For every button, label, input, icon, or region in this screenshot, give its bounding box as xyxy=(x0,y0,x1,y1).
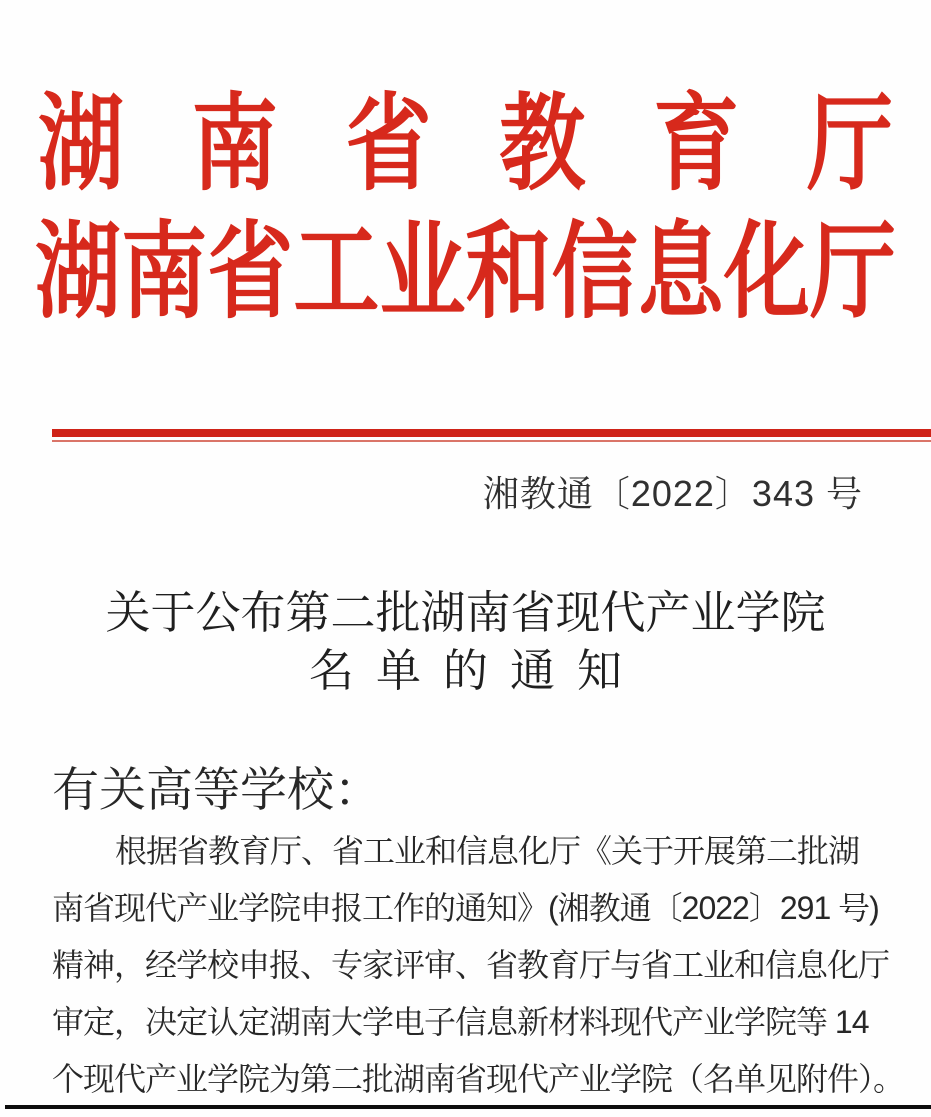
body-text-line: 根据省教育厅、省工业和信息化厅《关于开展第二批湖 xyxy=(115,833,860,869)
letterhead-char: 湖 xyxy=(38,85,124,204)
body-text-line: 精神，经学校申报、专家评审、省教育厅与省工业和信息化厅 xyxy=(52,947,890,983)
document-title-line-1: 关于公布第二批湖南省现代产业学院 xyxy=(105,587,826,638)
letterhead-char: 厅 xyxy=(806,85,893,204)
body-text-line: 审定，决定认定湖南大学电子信息新材料现代产业学院等 14 xyxy=(52,1004,869,1040)
letterhead-char: 息 xyxy=(637,213,724,332)
letterhead-char: 南 xyxy=(121,213,208,332)
body-text-line: 南省现代产业学院申报工作的通知》(湘教通〔2022〕291 号) xyxy=(52,890,879,926)
letterhead-char: 湖 xyxy=(35,213,121,332)
letterhead-char: 业 xyxy=(379,213,466,332)
salutation-line: 有关高等学校： xyxy=(52,763,381,816)
letterhead-char: 省 xyxy=(345,85,432,204)
document-title-line-2: 名单的通知 xyxy=(308,645,644,696)
letterhead-char: 南 xyxy=(191,85,278,204)
document-body xyxy=(52,763,921,1108)
body-text-line: 个现代产业学院为第二批湖南省现代产业学院（名单见附件）。 xyxy=(52,1061,905,1097)
letterhead-line-1 xyxy=(38,85,893,204)
letterhead-char: 工 xyxy=(293,213,380,332)
letterhead-char: 化 xyxy=(723,213,810,332)
red-separator-rule-thin xyxy=(52,440,931,442)
letterhead-line-2 xyxy=(35,213,896,332)
bottom-divider-rule xyxy=(5,1105,931,1109)
red-separator-rule-thick xyxy=(52,429,931,437)
letterhead-char: 厅 xyxy=(809,213,896,332)
letterhead-char: 教 xyxy=(499,85,586,204)
letterhead-char: 育 xyxy=(653,85,740,204)
document-number: 湘教通〔2022〕343 号 xyxy=(482,473,863,514)
letterhead-char: 和 xyxy=(465,213,552,332)
letterhead-char: 省 xyxy=(207,213,294,332)
letterhead-char: 信 xyxy=(551,213,638,332)
